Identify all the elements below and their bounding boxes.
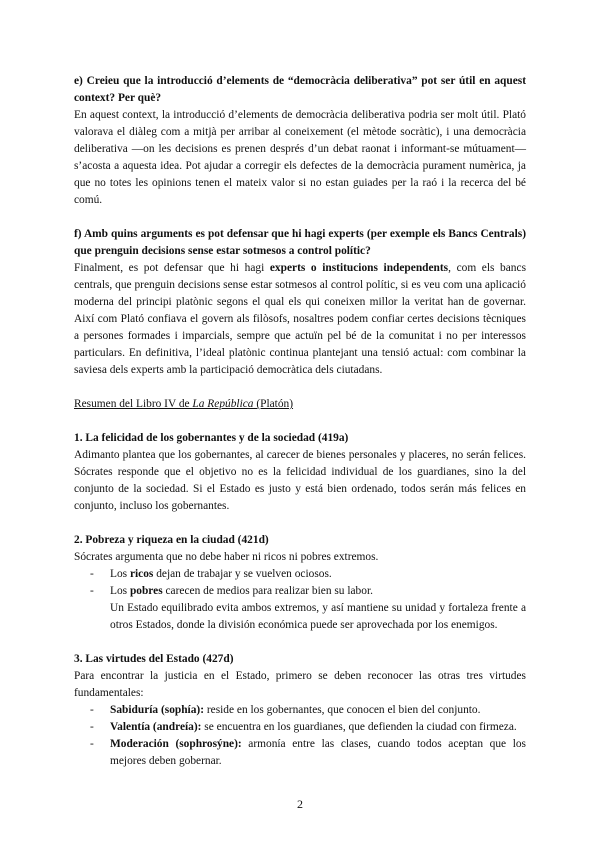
list-item-keyword: ricos — [129, 568, 154, 580]
section-2-heading: 2. Pobreza y riqueza en la ciudad (421d) — [74, 534, 269, 546]
question-f: f) Amb quins arguments es pot defensar que hi hagi experts (per exemple els Bancs Centrals) que prenguin decisions sense estar sotmesos a control polític? — [74, 228, 526, 257]
list-item-keyword: pobres — [129, 585, 163, 597]
section-1-text: Adimanto plantea que los gobernantes, al carecer de bienes personales y placeres, no serán felices. Sócrates responde que el objetivo no es la felicidad individual de los guardianes, sino la del conjunto de la sociedad. Si el Estado es justo y está bien ordenado, todos serán más felices en conjunto, incluso los gobernantes. — [74, 449, 526, 512]
virtue-description: reside en los gobernantes, que conocen el bien del conjunto. — [204, 704, 481, 716]
summary-title-prefix: Resumen del Libro IV de — [74, 398, 193, 410]
section-2-conclusion: Un Estado equilibrado evita ambos extremos, y así mantiene su unidad y fortaleza frente a otros Estados, donde la división económica puede ser aprovechada por los enemigos. — [110, 602, 526, 631]
list-item-rich — [90, 566, 526, 583]
list-item-wisdom — [90, 702, 526, 719]
virtue-name: Sabiduría (sophía): — [110, 704, 205, 716]
answer-f — [74, 260, 526, 379]
answer-e: En aquest context, la introducció d’elements de democràcia deliberativa podria ser molt útil. Plató valorava el diàleg com a mitjà per arribar al coneixement (el mètode socràtic), i una democràcia deliberativa —on les decisions es prenen després d’un debat raonat i informant-se mútuament— s’acosta a aquesta idea. Pot ajudar a corregir els defectes de la democràcia purament numèrica, ja que no totes les opinions tenen el mateix valor si no estan guiades per la raó i la recerca del bé comú. — [74, 109, 526, 206]
list-item-prefix: Los — [110, 585, 130, 597]
question-e: e) Creieu que la introducció d’elements de “democràcia deliberativa” pot ser útil en aquest context? Per què? — [74, 75, 526, 104]
section-1-heading: 1. La felicidad de los gobernantes y de la sociedad (419a) — [74, 432, 349, 444]
list-item-poor — [90, 583, 526, 600]
section-3-list — [74, 702, 526, 770]
section-2-list — [74, 566, 526, 600]
virtue-description: se encuentra en los guardianes, que defienden la ciudad con firmeza. — [201, 721, 517, 733]
section-3-heading: 3. Las virtudes del Estado (427d) — [74, 653, 234, 665]
list-item-courage — [90, 719, 526, 736]
summary-title — [74, 396, 526, 413]
answer-f-text-end: , com els bancs centrals, que prenguin decisions sense estar sotmesos al control polític, si es veu com una aplicació moderna del principi platònic segons el qual els qui coneixen millor la veritat han de governar. Així com Plató confiava el govern als filòsofs, nosaltres podem confiar certes decisions tècniques a persones formades i imparcials, sempre que actuïn pel bé de la comunitat i no per interessos particulars. En definitiva, l’ideal platònic continua plantejant una tensió actual: com combinar la saviesa dels experts amb la participació democràtica dels ciutadans. — [74, 262, 526, 376]
answer-f-emphasis: experts o institucions independents — [269, 262, 449, 274]
summary-title-suffix: (Platón) — [253, 398, 294, 410]
page-number: 2 — [297, 797, 303, 811]
virtue-name: Moderación (sophrosýne): — [110, 738, 242, 750]
page-content — [74, 73, 526, 770]
virtue-description: armonía entre las clases, cuando todos aceptan que los mejores deben gobernar. — [110, 738, 526, 767]
virtue-name: Valentía (andreía): — [110, 721, 202, 733]
list-item-moderation — [90, 736, 526, 770]
section-3-intro: Para encontrar la justicia en el Estado, primero se deben reconocer las otras tres virtudes fundamentales: — [74, 670, 526, 699]
list-item-prefix: Los — [110, 568, 130, 580]
list-item-text: carecen de medios para realizar bien su labor. — [162, 585, 373, 597]
summary-title-book: La República — [192, 398, 254, 410]
answer-f-text-start: Finalment, es pot defensar que hi hagi — [74, 262, 270, 274]
section-2-intro: Sócrates argumenta que no debe haber ni ricos ni pobres extremos. — [74, 551, 379, 563]
list-item-text: dejan de trabajar y se vuelven ociosos. — [153, 568, 332, 580]
